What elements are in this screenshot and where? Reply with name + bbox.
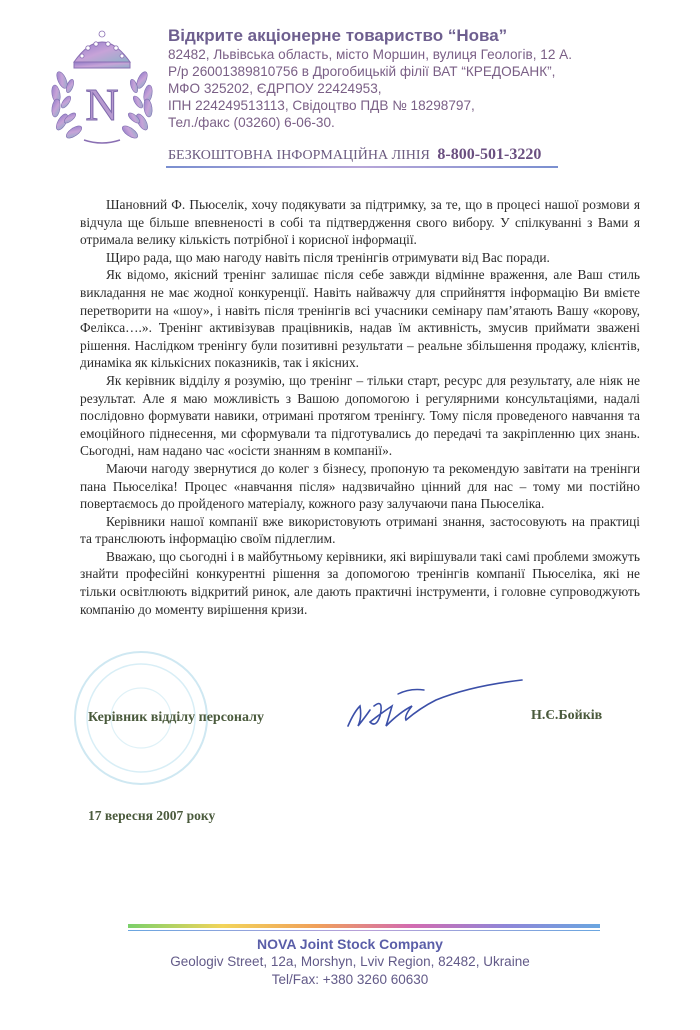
company-codes: МФО 325202, ЄДРПОУ 22424953,: [168, 81, 382, 96]
letter-paragraph: Як керівник відділу я розумію, що тренінг – тільки старт, ресурс для результату, але ніяк не результат. Але я маю можливість з Вашою допомогою і регулярними консультаціями, надалі послідовно формувати навики, отримані протягом тренінгу. Тому після проведеного навчання та емоційного піднесення, ми сформували та підготувались до передачі та закріпленню цих знань. Сьогодні, нам надано час «осісти знанням в компанії».: [80, 372, 640, 459]
letter-body: [80, 196, 640, 618]
letter-paragraph: Як відомо, якісний тренінг залишає після себе завжди відмінне враження, але Ваш стиль викладання не має жодної конкуренції. Навіть найважчу для сприйняття інформацію Ви вмієте перетворити на «шоу», і навіть після тренінгів всі учасники семінару пам’ятають Вашу «корову, Фелікса….». Тренінг активізував працівників, надав їм активність, змусив приймати зважені рішення. Наслідком тренінгу були позитивні результати – реальне збільшення продажу, клієнтів, динаміка як кількісних показників, так і якісних.: [80, 267, 640, 371]
footer-address: Geologiv Street, 12a, Morshyn, Lviv Region, 82482, Ukraine: [170, 954, 530, 969]
company-bank-account: Р/р 26001389810756 в Дрогобицькій філії ВАТ “КРЕДОБАНК”,: [168, 64, 556, 79]
footer-divider: [128, 924, 600, 928]
company-logo: [44, 28, 160, 146]
hotline-label: БЕЗКОШТОВНА ІНФОРМАЦІЙНА ЛІНІЯ: [168, 148, 430, 163]
company-tax-ids: ІПН 224249513113, Свідоцтво ПДВ № 18298797,: [168, 98, 475, 113]
logo-letter: N: [85, 79, 119, 130]
letter-paragraph: Керівники нашої компанії вже використовують отримані знання, застосовують на практиці та транслюють інформацію своїм підлеглим.: [80, 513, 640, 547]
hotline: [168, 146, 558, 164]
handwritten-signature: [340, 676, 530, 736]
signatory-name: Н.Є.Бойків: [531, 708, 603, 723]
letter-paragraph: Вважаю, що сьогодні і в майбутньому керівники, які вирішували такі самі проблеми зможуть знайти професійні конкурентні рішення за допомогою тренінгів компанії Пьюселіка, які не тільки освітлюють відкритий ринок, але дають практичні інструменти, і головне супроводжують компанію до моменту вирішення кризи.: [80, 548, 640, 617]
footer-divider-thin: [128, 930, 600, 931]
letter-paragraph: Щиро рада, що маю нагоду навіть після тренінгів отримувати від Вас поради.: [106, 249, 550, 265]
letter-paragraph: Шановний Ф. Пьюселік, хочу подякувати за підтримку, за те, що в процесі нашої розмови я відчула ще більше впевненості в собі та підтвердження свого вибору. У спілкуванні з Вами я отримала велику кількість потрібної і корисної інформації.: [80, 197, 640, 248]
footer-company-name: NOVA Joint Stock Company: [257, 936, 443, 952]
letter-date: 17 вересня 2007 року: [88, 808, 216, 823]
company-phone: Тел./факс (03260) 6-06-30.: [168, 115, 335, 130]
company-address: 82482, Львівська область, місто Моршин, вулиця Геологів, 12 А.: [168, 47, 573, 62]
header-divider: [166, 166, 558, 168]
signatory-title: Керівник відділу персоналу: [88, 710, 264, 725]
footer-phone: Tel/Fax: +380 3260 60630: [271, 972, 429, 987]
company-name: Відкрите акціонерне товариство “Нова”: [168, 26, 508, 45]
letter-paragraph: Маючи нагоду звернутися до колег з бізнесу, пропоную та рекомендую завітати на тренінги пана Пьюселіка! Процес «навчання після» надзвичайно цінний для нас – тому ми постійно повертаємось до пройденого матеріалу, кожного разу залучаючи пана Пьюселіка.: [80, 460, 640, 512]
hotline-number: 8-800-501-3220: [437, 146, 542, 163]
